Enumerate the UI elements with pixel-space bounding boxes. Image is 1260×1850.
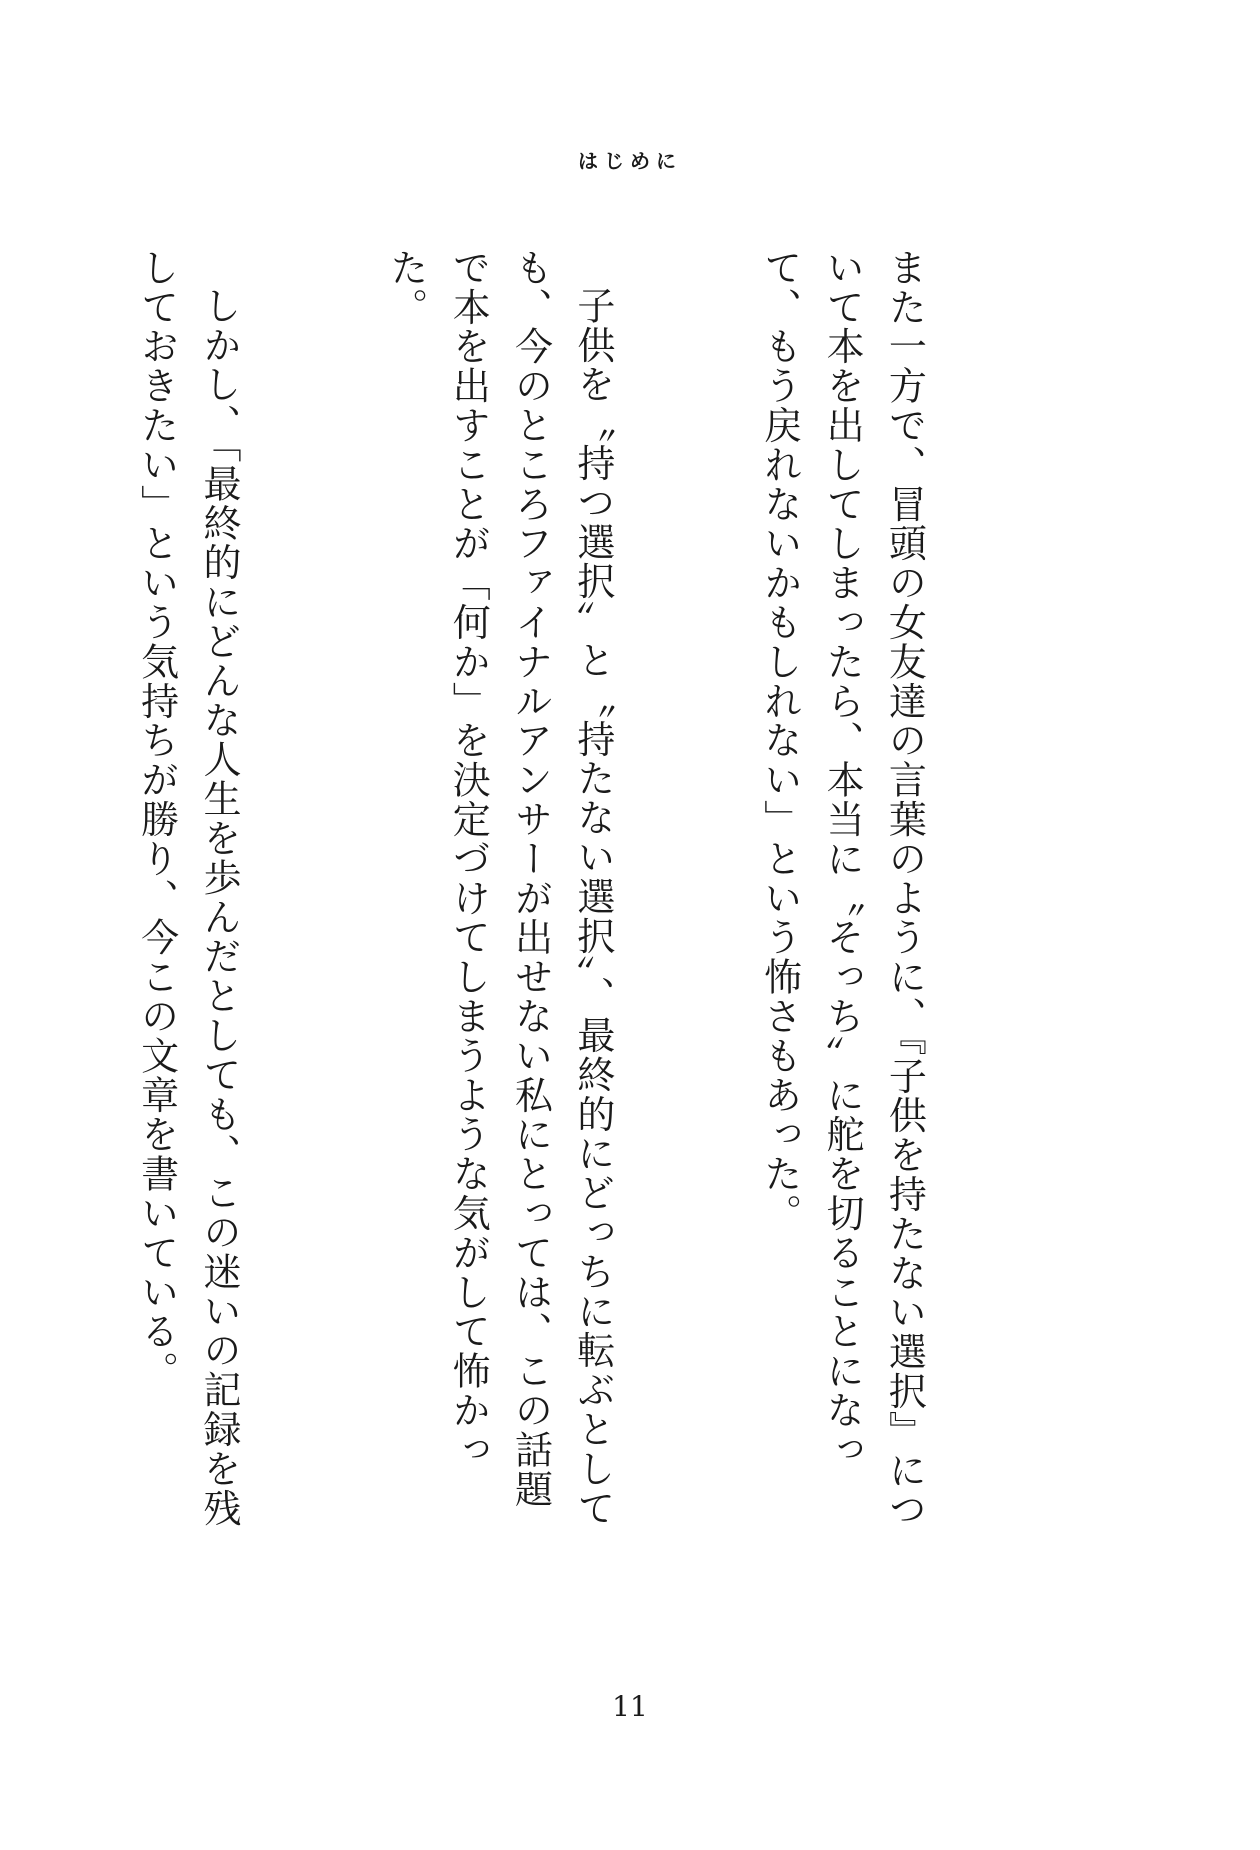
page-number: 11 <box>612 1690 648 1723</box>
paragraph-4 <box>0 248 1 1548</box>
body-text <box>134 248 1060 1548</box>
paragraph-3: しかし、「最終的にどんな人生を歩んだとしても、この迷いの記録を残しておきたい」という気持ちが勝り、今この文章を書いている。 <box>134 248 241 1528</box>
paragraph-1: また一方で、冒頭の女友達の言葉のように、『子供を持たない選択』について本を出してしまったら、本当に〝そっち〟に舵を切ることになって、もう戻れないかもしれない」という怖さもあった。 <box>757 248 927 1530</box>
paragraph-2: 子供を〝持つ選択〟と〝持たない選択〟、最終的にどっちに転ぶとしても、今のところファイナルアンサーが出せない私にとっては、この話題で本を出すことが「何か」を決定づけてしまうような気がして怖かった。 <box>383 248 615 1528</box>
running-head: はじめに <box>578 149 682 173</box>
